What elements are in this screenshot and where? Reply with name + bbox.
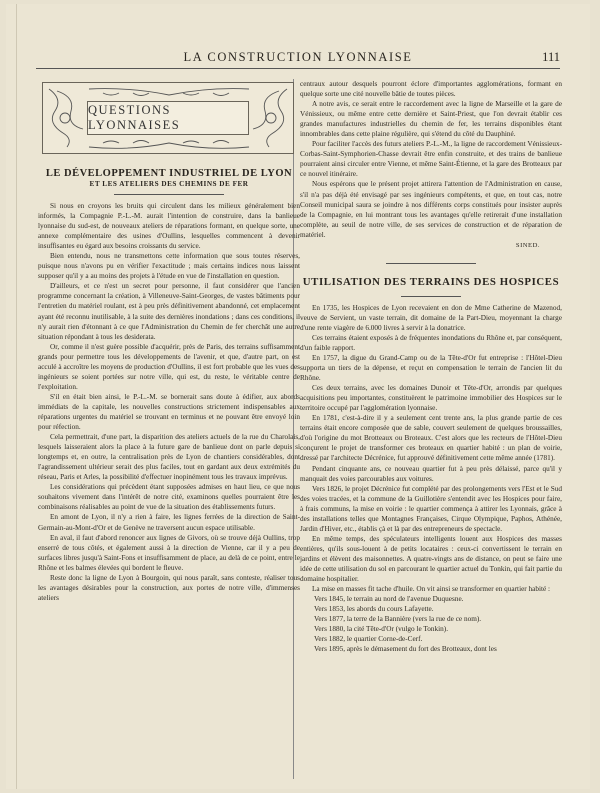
paragraph: En 1781, c'est-à-dire il y a seulement cent trente ans, la plus grande partie de ces terrains était encore composée que de sable, couvert seulement de quelques broussailles, d'où l'origine du mot Brotteaux ou Broteaux. C'est alors que les recteurs de l'Hôtel-Dieu conçurent le projet de transformer ces broteaux en quartier habité : un plan de voirie, dressé par l'architecte Décrénice, fut approuvé définitivement cette même année (1781). xyxy=(300,414,562,463)
article-heading: LE DÉVELOPPEMENT INDUSTRIEL DE LYON xyxy=(45,168,293,179)
paragraph: La mise en masses fit tache d'huile. On vit ainsi se transformer en quartier habité : xyxy=(312,585,551,594)
list-item: Vers 1880, la cité Tête-d'Or (vulgo le Tonkin). xyxy=(314,625,449,634)
running-header xyxy=(36,50,560,69)
journal-title: LA CONSTRUCTION LYONNAISE xyxy=(183,50,413,64)
paragraph: Reste donc la ligne de Lyon à Bourgoin, qui nous paraît, sans conteste, réaliser tous les avantages désirables pour la construction, aux portes de notre ville, d'immenses ateliers xyxy=(38,573,300,602)
paragraph: Si nous en croyons les bruits qui circulent dans les milieux généralement bien informés, la Compagnie P.-L.-M. aurait l'intention de construire, dans la banlieue lyonnaise du sud-est, de nouveaux ateliers de réparations formant, en quelque sorte, une annexe complémentaire des usines d'Oullins, lesquelles commencent à devenir insuffisantes eu égard aux besoins croissants du service. xyxy=(38,202,300,251)
paragraph: Pour faciliter l'accès des futurs ateliers P.-L.-M., la ligne de raccordement Vénissieux-Corbas-Saint-Symphorien-Chasse devrait être enfin construite, et des trains de banlieue pourraient ainsi circuler entre Vienne, et même Saint-Étienne, et la gare des Brotteaux par ce nouvel itinéraire. xyxy=(300,140,562,179)
paragraph: D'ailleurs, et ce n'est un secret pour personne, il faut considérer que l'ancien programme concernant la création, à Villeneuve-Saint-Georges, de vastes bâtiments pour l'entretien du matériel roulant, est à peu près définitivement abandonné, cet emplacement ayant été reconnu inutilisable, à la suite des dernières inondations ; dans ces conditions, il n'y aurait rien d'étonnant à ce que l'Administration du Chemin de fer cherchât une autre situation répondant à tous les desiderata. xyxy=(38,282,300,341)
banner-label xyxy=(87,101,249,135)
list-item: Vers 1882, le quartier Corne-de-Cerf. xyxy=(314,635,423,644)
paragraph: En même temps, des spéculateurs intelligents louent aux Hospices des masses entières, qu'ils sous-louent à de petits locataires : ceux-ci convertissent le terrain en jardins et élèvent des maisonnettes. A quatre-vingts ans de distance, on peut se faire une idée de cette utilisation du sol en parcourant le quartier actuel du Tonkin, qui fait partie du domaine hospitalier. xyxy=(300,534,562,584)
page-number: 111 xyxy=(542,50,560,64)
paragraph: Bien entendu, nous ne transmettons cette information que sous toutes réserves, puisque nous n'avons pu en vérifier l'exactitude ; mais certains indices nous laissent supposer qu'il y a au moins des projets à l'étude en vue de l'installation en question. xyxy=(38,252,300,281)
paragraph: En 1757, la digue du Grand-Camp ou de la Tête-d'Or fut entreprise : l'Hôtel-Dieu supporta un tiers de la dépense, et reçut en compensation le terrain de l'ancien lit du Rhône. xyxy=(300,353,562,383)
paragraph: En amont de Lyon, il n'y a rien à faire, les lignes ferrées de la direction de Saint-Germain-au-Mont-d'Or et de Genève ne traversent aucun espace utilisable. xyxy=(38,513,300,532)
paragraph: Vers 1826, le projet Décrénice fut complété par des prolongements vers l'Est et le Sud des voies tracées, et la commune de la Guillotière s'entendit avec les Hospices pour faire, à frais communs, la mise en voirie : le quartier commença à attirer les Lyonnais, grâce à des installations telles que Montagnes Françaises, Cirque Olympique, Paphos, Athénée, Jardin d'Hiver, etc., établis çà et là par des entrepreneurs de spectacle. xyxy=(300,484,562,533)
article-separator xyxy=(386,263,476,264)
paragraph: Nous espérons que le présent projet attirera l'attention de l'Administration en cause, s'il n'a pas déjà été envisagé par ses ingénieurs compétents, et que, en tout cas, notre Conseil municipal saura se joindre à nos différents corps constitués pour insister auprès de la Compagnie, en lui montrant tous les avantages qu'elle retirerait d'une installation complète, au seuil de notre ville, de ses services de construction et de réparation de matériel. xyxy=(300,180,562,239)
list-item: Vers 1895, après le démasement du fort des Brotteaux, dont les xyxy=(314,645,497,654)
paragraph: centraux autour desquels pourront éclore d'importantes agglomérations, formant en quelque sorte une cité nouvelle bâtie de toutes pièces. xyxy=(300,80,562,99)
list-item: Vers 1877, la terre de la Bannière (vers la rue de ce nom). xyxy=(314,615,482,624)
paragraph: Pendant cinquante ans, ce nouveau quartier fut à peu près délaissé, parce qu'il y manquait des voies parcourables aux voitures. xyxy=(300,464,562,483)
paragraph: Ces deux terrains, avec les domaines Dunoir et Tête-d'Or, arrondis par quelques acquisitions peu importantes, constituèrent le patrimoine immobilier des Hospices sur le territoire occupé par l'agglomération lyonnaise. xyxy=(300,384,562,413)
paragraph: En 1735, les Hospices de Lyon recevaient en don de Mme Catherine de Mazenod, veuve de Servient, un vaste terrain, dit domaine de la Part-Dieu, moyennant la charge d'une rente viagère de 6.000 livres à servir à la donatrice. xyxy=(300,303,562,332)
banner-text: QUESTIONS LYONNAISES xyxy=(88,103,181,132)
paragraph: S'il en était bien ainsi, le P.-L.-M. se bornerait sans doute à édifier, aux abords immédiats de la capitale, les nouvelles constructions strictement indispensables aux réparations urgentes du matériel se trouvant en terminus et ne pouvant être envoyé loin pour réfection. xyxy=(38,392,300,432)
paragraph: A notre avis, ce serait entre le raccordement avec la ligne de Marseille et la gare de Vénissieux, ou même entre cette dernière et Saint-Priest, que l'on devrait établir ces grandes manufactures industrielles du chemin de fer, les terrains disponibles étant innombrables dans cette plaine régulière, qui s'étend du côté du Dauphiné. xyxy=(300,100,562,139)
heading-rule xyxy=(401,296,461,297)
paragraph: En aval, il faut d'abord renoncer aux lignes de Givors, où se trouve déjà Oullins, trop enserré de tous côtés, et également aussi à la direction de Vienne, car il y a peu de surfaces libres jusqu'à Saint-Fons et insuffisamment de place, au delà de ce point, entre le Rhône et les balmes élevées qui bordent le fleuve. xyxy=(38,533,300,572)
page xyxy=(6,4,590,789)
binding-edge xyxy=(16,4,17,789)
list-item: Vers 1853, les abords du cours Lafayette. xyxy=(314,605,434,614)
paragraph: Les considérations qui précèdent étant supposées admises en haut lieu, ce que nous souhaitons vivement dans l'intérêt de notre cité, examinons quelles pourraient être les combinaisons réalisables au point de vue de la situation des établissements futurs. xyxy=(38,483,300,512)
right-column xyxy=(300,79,562,654)
author-signature: SINED. xyxy=(515,241,540,249)
heading-rule xyxy=(114,194,224,195)
article-heading-hospices: UTILISATION DES TERRAINS DES HOSPICES xyxy=(302,275,560,288)
list-item: Vers 1845, le terrain au nord de l'avenue Duquesne. xyxy=(314,595,464,604)
article-subheading: ET LES ATELIERS DES CHEMINS DE FER xyxy=(89,180,249,188)
paragraph: Or, comme il n'est guère possible d'acquérir, près de Paris, des terrains suffisamment grands pour permettre tous les développements de l'avenir, et que, d'autre part, on est acculé à accroître les moyens de production d'Oullins, il est fort probable que les vues des ingénieurs se soient portées sur notre ville, qui est, du reste, le véritable centre de l'exploitation. xyxy=(38,342,300,391)
paragraph: Ces terrains étaient exposés à de fréquentes inondations du Rhône et, par conséquent, d'un faible rapport. xyxy=(300,333,562,352)
section-banner xyxy=(42,82,294,154)
paragraph: Cela permettrait, d'une part, la disparition des ateliers actuels de la rue du Charolais, lesquels laisseraient alors la place à la future gare de banlieue dont on parle depuis si longtemps et, en outre, la centralisation près de Lyon de chantiers considérables, dont l'agrandissement ultérieur serait des plus faciles, tout en gardant aux deux extrémités du réseau, Paris et Arles, la possibilité d'effectuer inopinément tous les travaux imprévus. xyxy=(38,433,300,482)
left-column xyxy=(38,79,300,603)
